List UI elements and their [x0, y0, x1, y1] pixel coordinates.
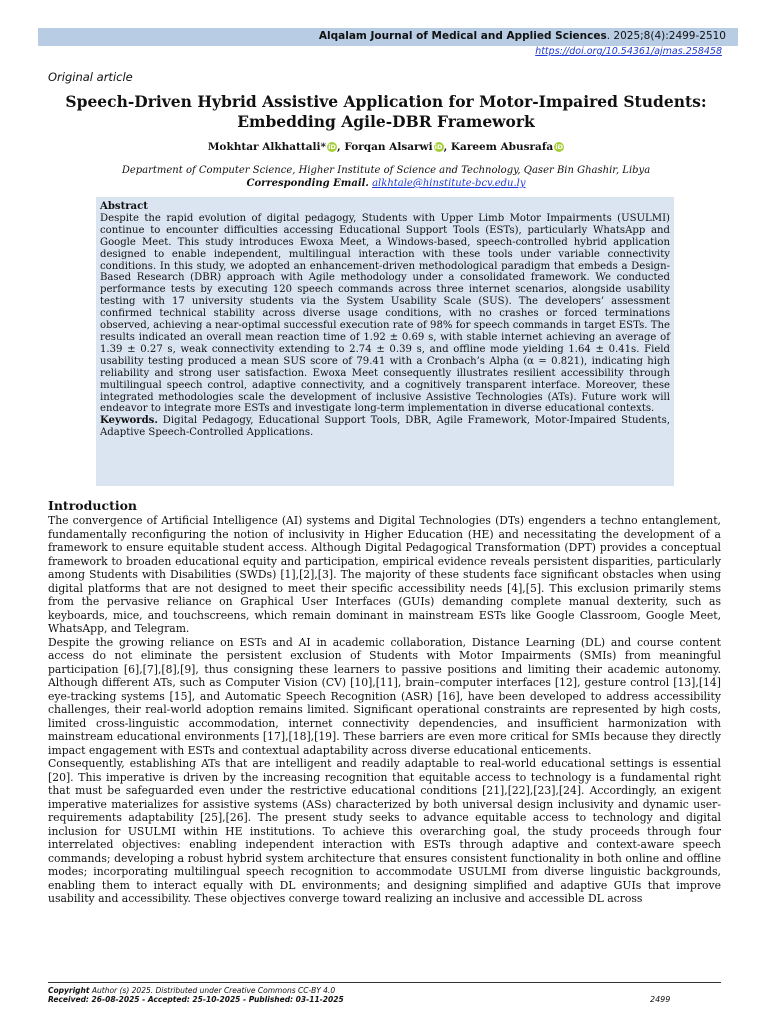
author-separator: ,: [443, 141, 451, 153]
article-type: Original article: [48, 70, 133, 84]
copyright-label: Copyright: [48, 986, 90, 995]
paragraph: Despite the growing reliance on ESTs and AI in academic collaboration, Distance Learning (DL) and course content access do not eliminate the persistent exclusion of Students with Motor Impairments (SMIs) from meaningful participation [6],[7],[8],[9], thus consigning these learners to passive positions and limiting their academic autonomy. Although different ATs, such as Computer Vision (CV) [10],[11], brain–computer interfaces [12], gesture control [13],[14] eye-tracking systems [15], and Automatic Speech Recognition (ASR) [16], have been developed to address accessibility challenges, their real-world adoption remains limited. Significant operational constraints are represented by high costs, limited cross-linguistic accommodation, internet connectivity dependencies, and insufficient harmonization with mainstream educational environments [17],[18],[19]. These barriers are even more critical for SMIs because they directly impact engagement with ESTs and contextual adaptability across diverse educational enticements.: [48, 635, 721, 757]
author-name: Forqan Alsarwi: [344, 141, 433, 153]
introduction-heading: Introduction: [48, 498, 138, 513]
orcid-icon[interactable]: iD: [434, 143, 443, 151]
orcid-icon[interactable]: iD: [328, 143, 336, 151]
page-number: 2499: [650, 995, 671, 1004]
keywords: [100, 415, 670, 439]
author-separator: ,: [337, 141, 345, 153]
author-list: [48, 141, 724, 153]
introduction-body: [48, 514, 721, 906]
paragraph: Consequently, establishing ATs that are intelligent and readily adaptable to real-world educational settings is essential [20]. This imperative is driven by the increasing recognition that equitable access to technology is a fundamental right that must be safeguarded even under the restrictive educational conditions [21],[22],[23],[24]. Accordingly, an exigent imperative materializes for assistive systems (ASs) characterized by both universal design inclusivity and dynamic user-requirements adaptability [25],[26]. The present study seeks to advance equitable access to technology and digital inclusion for USULMI within HE institutions. To achieve this overarching goal, the study proceeds through four interrelated objectives: enabling independent interaction with ESTs through adaptive and context-aware speech commands; developing a robust hybrid system architecture that ensures consistent functionality in both online and offline modes; incorporating multilingual speech recognition to accommodate USULMI from diverse linguistic backgrounds, enabling them to interact equally with DL environments; and designing simplified and adaptive GUIs that improve usability and accessibility. These objectives converge toward realizing an inclusive and accessible DL across: [48, 757, 721, 905]
paper-title: Speech-Driven Hybrid Assistive Application for Motor-Impaired Students: Embedding Agile-DBR Framework: [65, 92, 707, 131]
footer: [48, 986, 344, 1004]
keywords-text: Digital Pedagogy, Educational Support Tools, DBR, Agile Framework, Motor-Impaired Students, Adaptive Speech-Controlled Applications.: [100, 415, 670, 439]
copyright-text: Author (s) 2025. Distributed under Creative Commons CC-BY 4.0: [89, 986, 336, 995]
citation-details: . 2025;8(4):2499-2510: [606, 30, 726, 42]
dates-text: Received: 26-08-2025 - Accepted: 25-10-2025 - Published: 03-11-2025: [48, 995, 344, 1004]
author-name: Mokhtar Alkhattali*: [207, 141, 327, 153]
abstract-heading: Abstract: [100, 201, 148, 212]
orcid-icon[interactable]: iD: [555, 143, 563, 151]
footer-divider: [48, 982, 721, 983]
doi-link[interactable]: https://doi.org/10.54361/ajmas.258458: [535, 46, 722, 57]
author-name: Kareem Abusrafa: [450, 141, 554, 153]
paragraph: The convergence of Artificial Intelligence (AI) systems and Digital Technologies (DTs) engenders a techno entanglement, fundamentally reconfiguring the notion of inclusivity in Higher Education (HE) and necessitating the development of a framework to ensure equitable student access. Although Digital Pedagogical Transformation (DPT) provides a conceptual framework to broaden educational equity and participation, empirical evidence reveals persistent disparities, particularly among Students with Disabilities (SWDs) [1],[2],[3]. The majority of these students face significant obstacles when using digital platforms that are not designed to meet their specific accessibility needs [4],[5]. This exclusion primarily stems from the pervasive reliance on Graphical User Interfaces (GUIs) demanding complete manual dexterity, such as keyboards, mice, and touchscreens, which remain dominant in mainstream ESTs like Google Classroom, Google Meet, WhatsApp, and Telegram.: [48, 514, 721, 635]
copyright-line: [48, 986, 344, 995]
journal-name: Alqalam Journal of Medical and Applied Sciences: [318, 30, 607, 42]
corresponding-label: Corresponding Email.: [246, 178, 369, 189]
corresponding-email-line: [48, 177, 724, 190]
keywords-label: Keywords.: [100, 415, 158, 427]
abstract-text: Despite the rapid evolution of digital pedagogy, Students with Upper Limb Motor Impairments (USULMI) continue to encounter difficulties accessing Educational Support Tools (ESTs), particularly WhatsApp and Google Meet. This study introduces Ewoxa Meet, a Windows-based, speech-controlled hybrid application designed to enable independent, multilingual interaction with these tools under variable connectivity conditions. In this study, we adopted an enhancement-driven methodological paradigm that embeds a Design-Based Research (DBR) approach with Agile methodology under a consolidated framework. We conducted performance tests by executing 120 speech commands across three internet scenarios, alongside usability testing with 17 university students via the System Usability Scale (SUS). The developers’ assessment confirmed technical stability across diverse usage conditions, with no crashes or forced terminations observed, achieving a near-optimal successful execution rate of 98% for speech commands in target ESTs. The results indicated an overall mean reaction time of 1.92 ± 0.69 s, with stable internet achieving an average of 1.39 ± 0.27 s, weak connectivity extending to 2.74 ± 0.39 s, and offline mode yielding 1.64 ± 0.41s. Field usability testing produced a mean SUS score of 79.41 with a Cronbach’s Alpha (α = 0.821), indicating high reliability and strong user satisfaction. Ewoxa Meet consequently illustrates resilient accessibility through multilingual speech control, adaptive connectivity, and a cognitively transparent interface. Moreover, these integrated methodologies scale the development of inclusive Assistive Technologies (ATs). Future work will endeavor to integrate more ESTs and investigate long-term implementation in diverse educational contexts.: [100, 212, 670, 415]
corresponding-email-link[interactable]: alkhtale@hinstitute-bcv.edu.ly: [372, 178, 526, 189]
abstract-box: [96, 197, 674, 486]
publication-dates: [48, 995, 344, 1004]
affiliation-block: [48, 164, 724, 190]
affiliation: Department of Computer Science, Higher Institute of Science and Technology, Qaser Bin Ghashir, Libya: [121, 165, 651, 176]
journal-citation: [319, 30, 726, 42]
